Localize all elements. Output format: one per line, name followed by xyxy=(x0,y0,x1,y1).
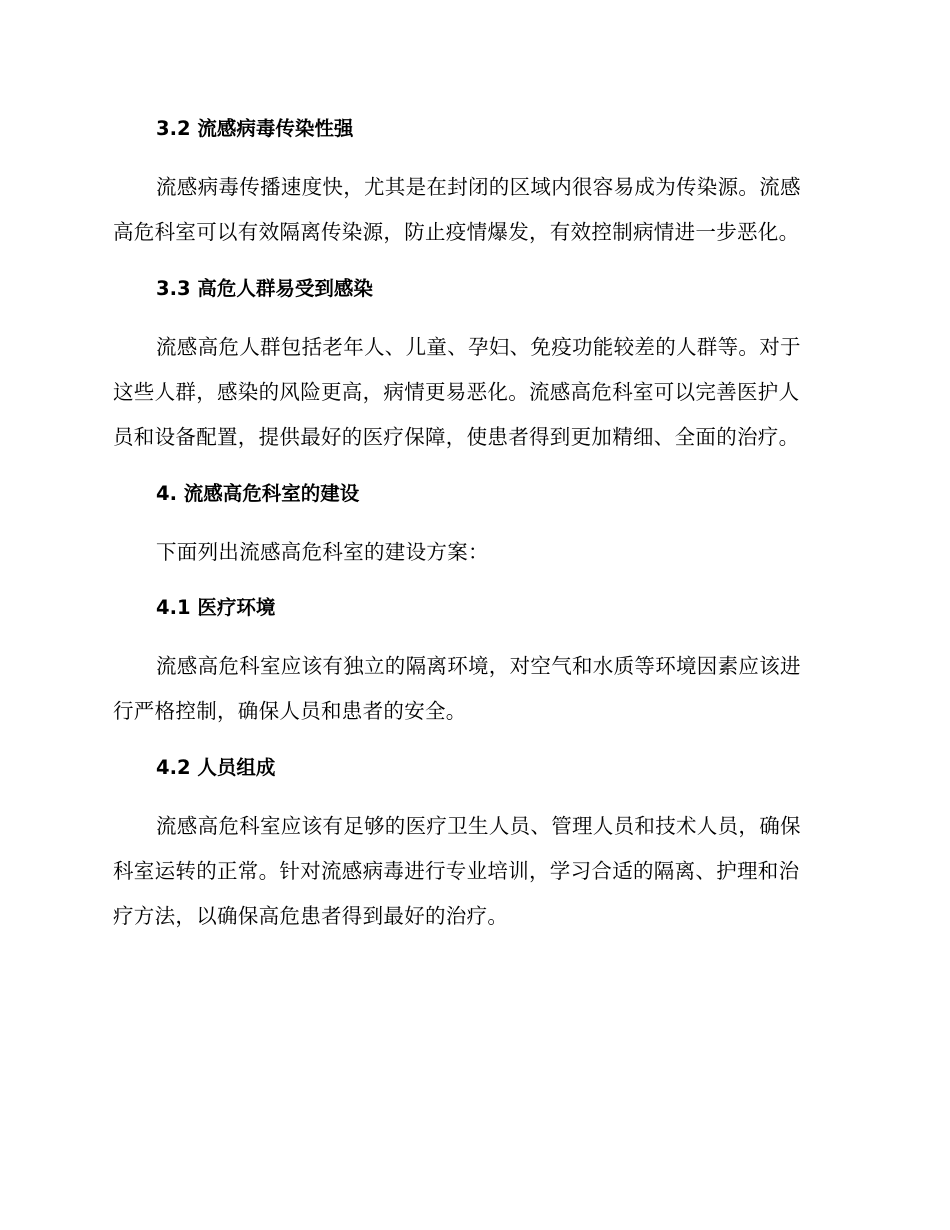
paragraph-line: 下面列出流感高危科室的建设方案： xyxy=(156,540,489,564)
paragraph-line: 高危科室可以有效隔离传染源，防止疫情爆发，有效控制病情进一步恶化。 xyxy=(113,220,800,244)
paragraph-line: 行严格控制，确保人员和患者的安全。 xyxy=(113,699,467,723)
section-heading-4-1: 4.1 医疗环境 xyxy=(156,596,276,619)
section-heading-4-2: 4.2 人员组成 xyxy=(156,756,276,779)
paragraph-line: 流感高危人群包括老年人、儿童、孕妇、免疫功能较差的人群等。对于 xyxy=(156,335,801,359)
paragraph-line: 这些人群，感染的风险更高，病情更易恶化。流感高危科室可以完善医护人 xyxy=(113,380,800,404)
paragraph-line: 员和设备配置，提供最好的医疗保障，使患者得到更加精细、全面的治疗。 xyxy=(113,425,800,449)
section-heading-4: 4. 流感高危科室的建设 xyxy=(156,482,360,505)
paragraph-line: 流感病毒传播速度快，尤其是在封闭的区域内很容易成为传染源。流感 xyxy=(156,175,801,199)
section-heading-3-3: 3.3 高危人群易受到感染 xyxy=(156,277,373,300)
paragraph-line: 疗方法，以确保高危患者得到最好的治疗。 xyxy=(113,904,509,928)
section-heading-3-2: 3.2 流感病毒传染性强 xyxy=(156,117,354,140)
paragraph-line: 流感高危科室应该有足够的医疗卫生人员、管理人员和技术人员，确保 xyxy=(156,814,801,838)
paragraph-line: 科室运转的正常。针对流感病毒进行专业培训，学习合适的隔离、护理和治 xyxy=(113,859,800,883)
paragraph-line: 流感高危科室应该有独立的隔离环境，对空气和水质等环境因素应该进 xyxy=(156,654,801,678)
